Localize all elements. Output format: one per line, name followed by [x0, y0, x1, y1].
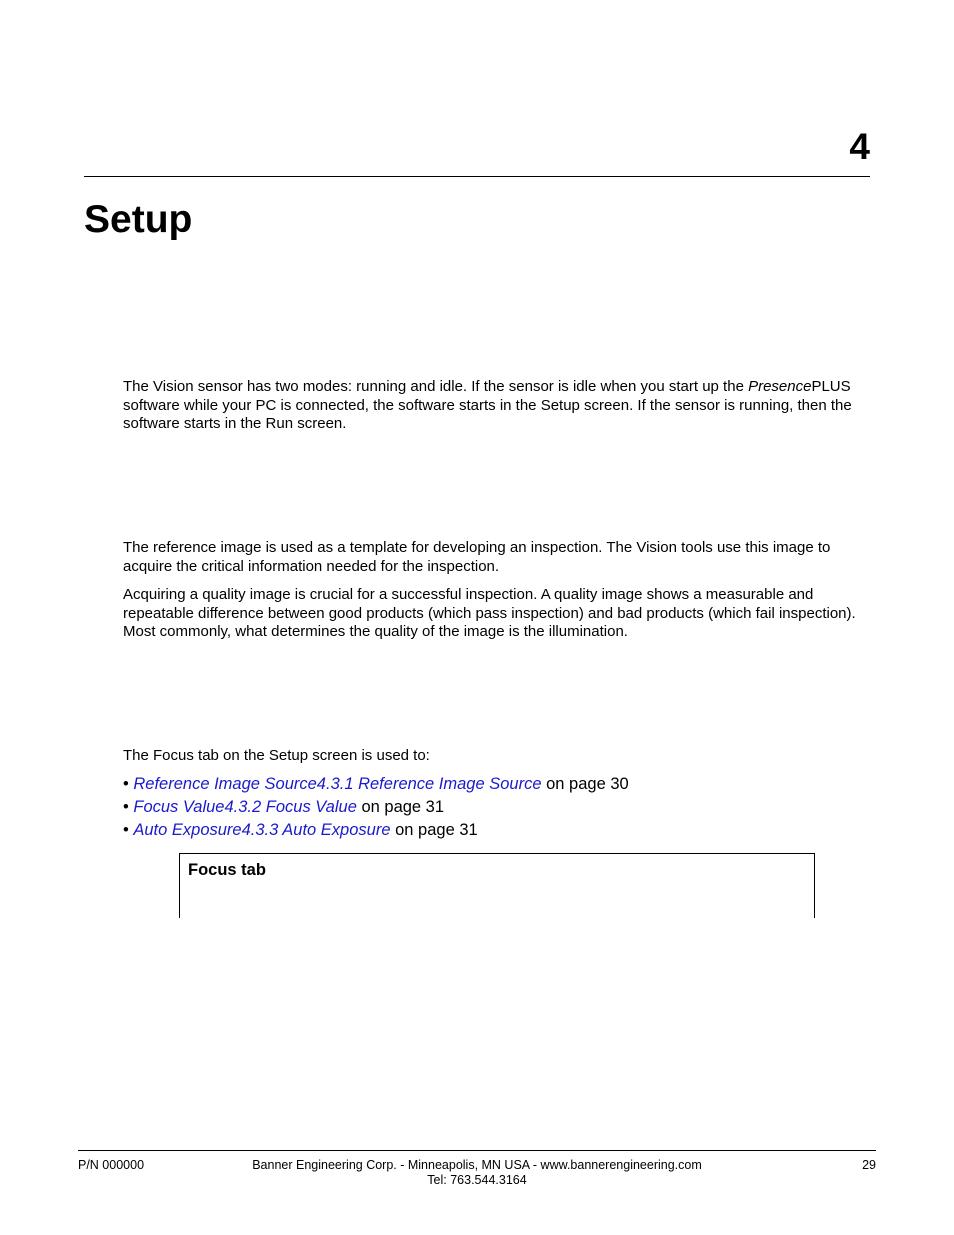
footer-company-info	[0, 1158, 954, 1188]
reference-paragraph-2: Acquiring a quality image is crucial for a successful inspection. A quality image shows a measurable and repeatable difference between good products (which pass inspection) and bad products (which fail inspection). Most commonly, what determines the quality of the image is the illumination.	[123, 586, 856, 640]
link-auto-exposure[interactable]: Auto Exposure4.3.3 Auto Exposure	[133, 821, 391, 839]
figure-frame	[179, 853, 815, 918]
footer-phone: Tel: 763.544.3164	[427, 1173, 527, 1187]
focus-link-list	[123, 773, 629, 842]
footer-company: Banner Engineering Corp. - Minneapolis, MN USA - www.bannerengineering.com	[252, 1158, 702, 1172]
focus-intro: The Focus tab on the Setup screen is used to:	[123, 747, 430, 764]
list-item	[123, 819, 629, 842]
intro-text-after: software while your PC is connected, the software starts in the Setup screen. If the sensor is running, then the software starts in the Run screen.	[123, 396, 852, 432]
list-item	[123, 773, 629, 796]
brand-italic: Presence	[748, 378, 812, 395]
figure-caption: Focus tab	[188, 861, 266, 879]
brand-plain: PLUS	[811, 378, 851, 395]
bullet-symbol: •	[123, 798, 129, 816]
bullet-symbol: •	[123, 775, 129, 793]
link-focus-value[interactable]: Focus Value4.3.2 Focus Value	[133, 798, 357, 816]
bullet-symbol: •	[123, 821, 129, 839]
page-reference: on page 31	[390, 821, 478, 839]
link-reference-image-source[interactable]: Reference Image Source4.3.1 Reference Image Source	[133, 775, 542, 793]
intro-text-before: The Vision sensor has two modes: running and idle. If the sensor is idle when you start up the	[123, 378, 749, 395]
reference-paragraph-1: The reference image is used as a template for developing an inspection. The Vision tools use this image to acquire the critical information needed for the inspection.	[123, 539, 831, 575]
list-item	[123, 796, 629, 819]
page-reference: on page 31	[356, 798, 445, 816]
chapter-divider	[84, 176, 870, 177]
chapter-title: Setup	[84, 198, 193, 241]
footer-page-number: 29	[862, 1158, 876, 1172]
footer-divider	[78, 1150, 876, 1151]
page-reference: on page 30	[541, 775, 629, 793]
footer-part-number: P/N 000000	[78, 1158, 145, 1172]
chapter-number: 4	[849, 126, 870, 167]
intro-paragraph	[123, 378, 873, 434]
